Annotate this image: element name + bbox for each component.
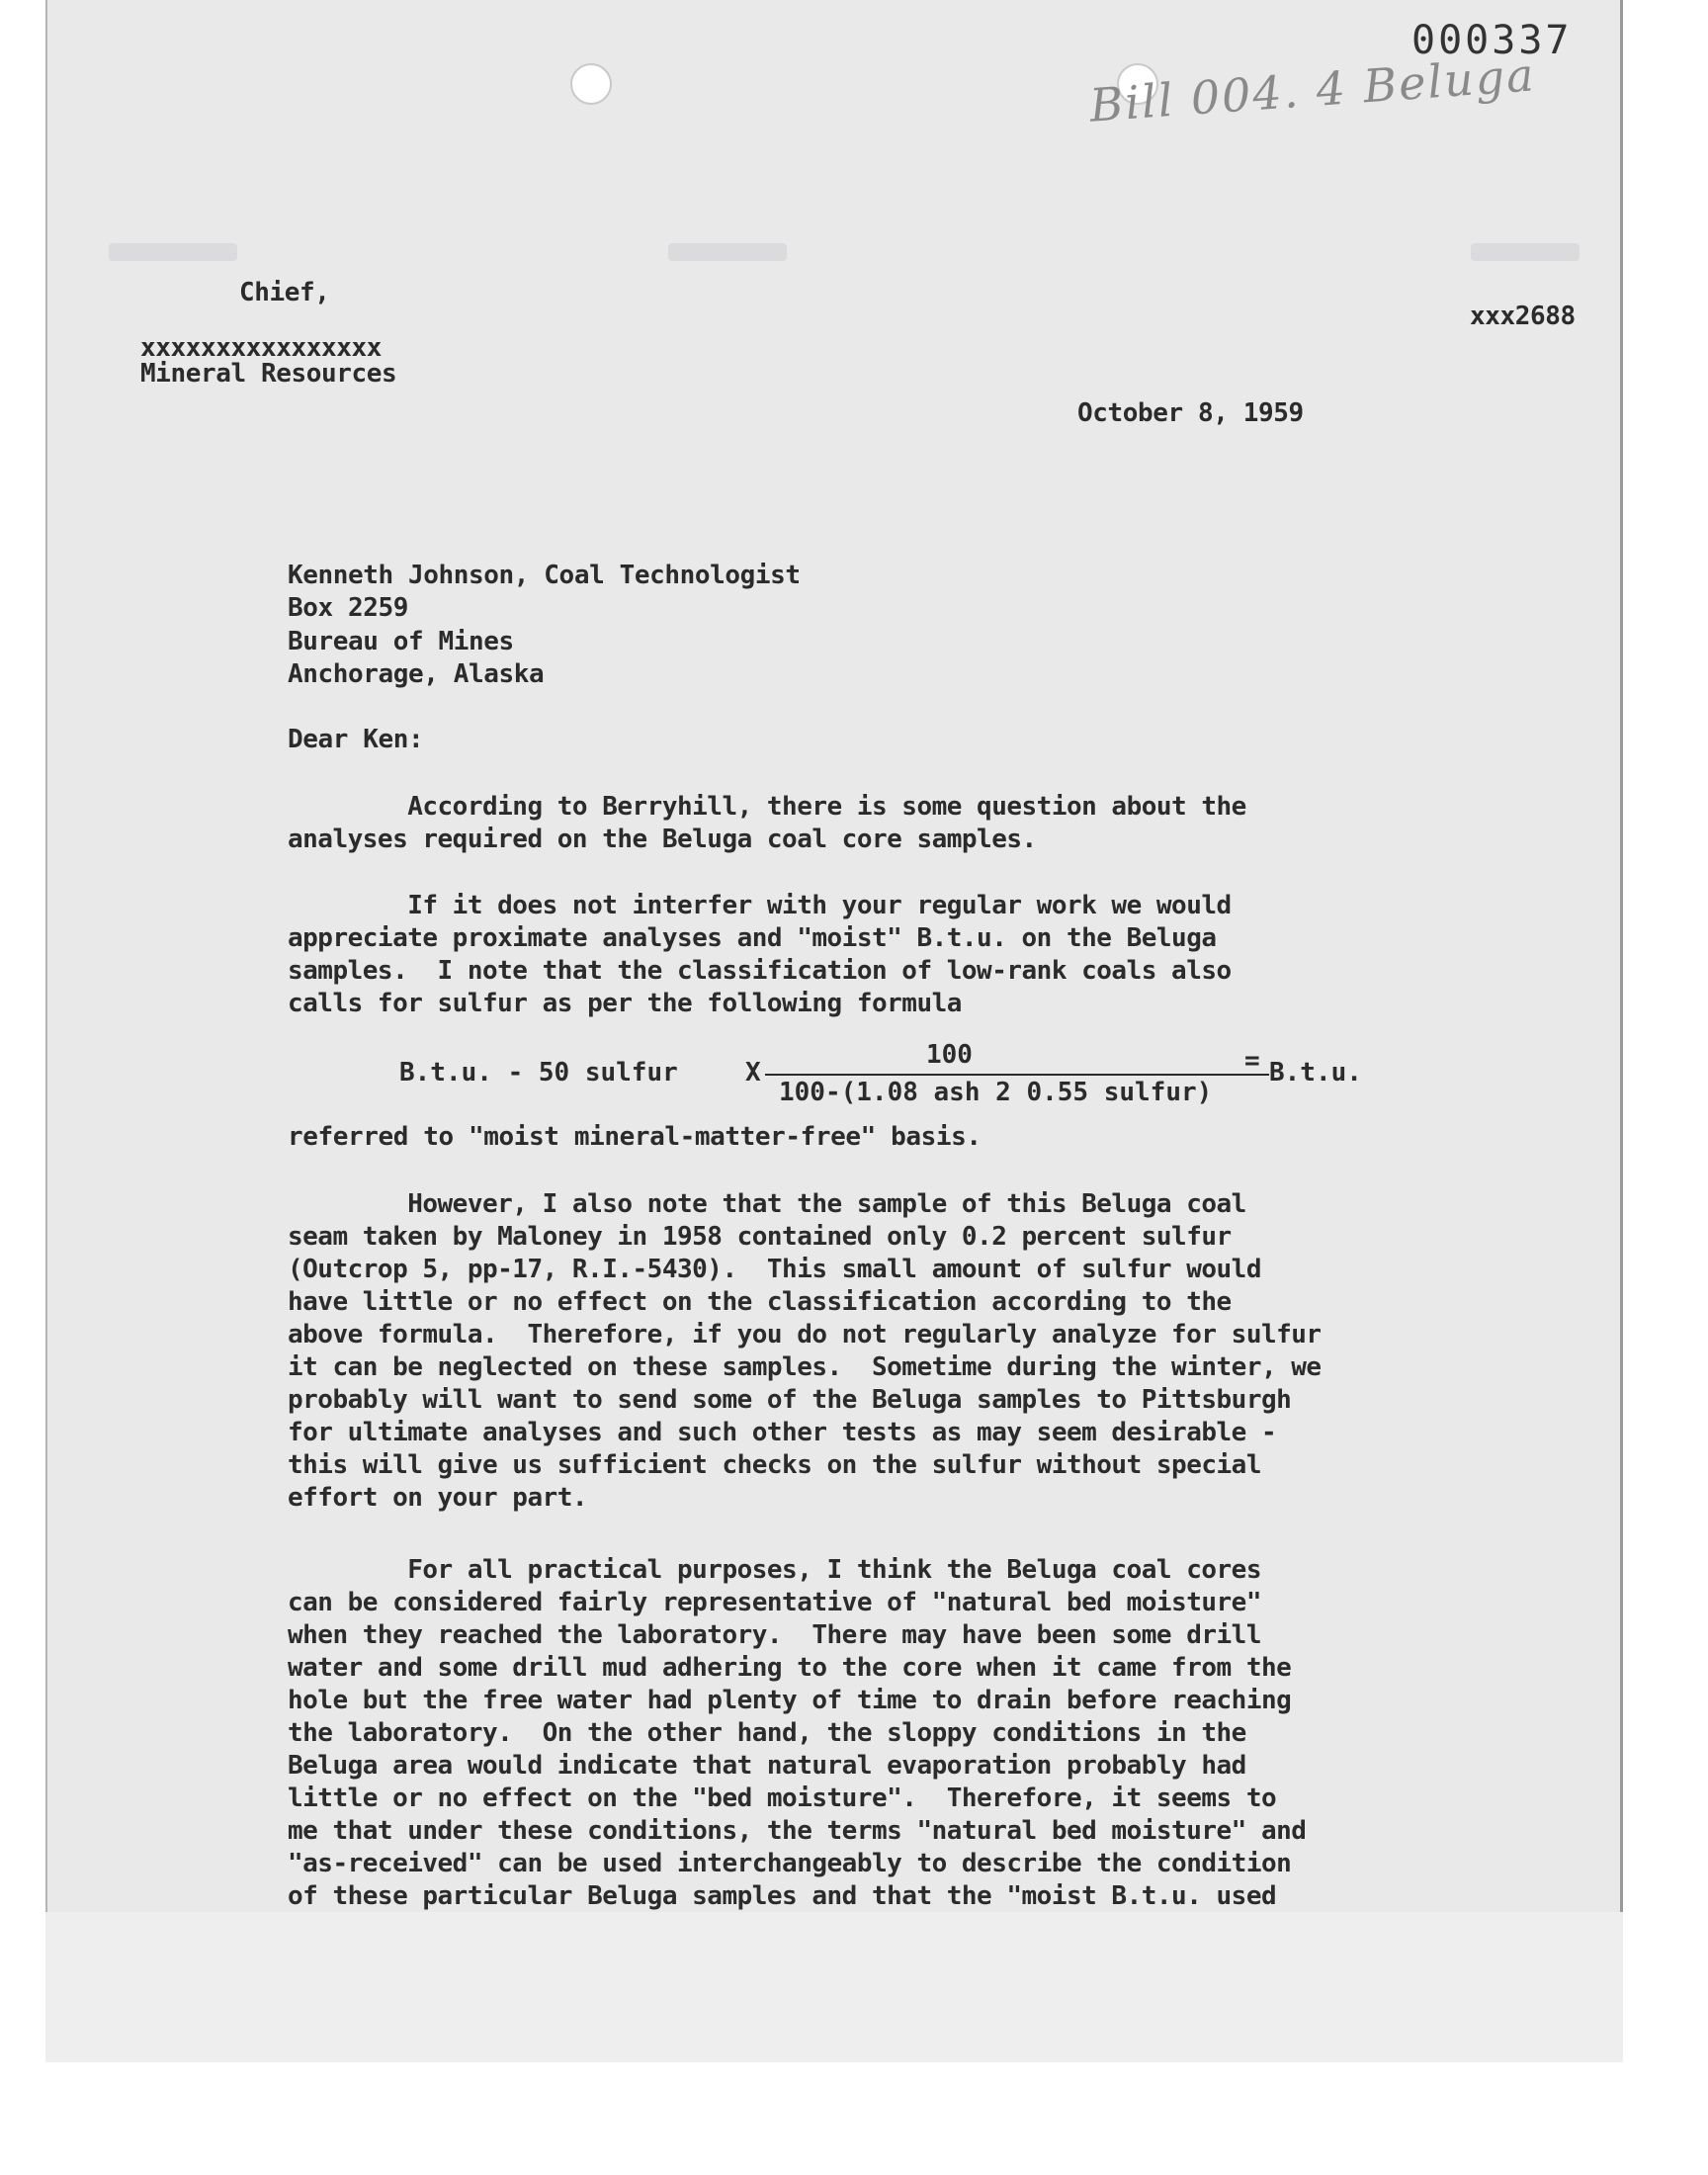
text-line: have little or no effect on the classification according to the	[288, 1287, 1232, 1317]
text-line: the laboratory. On the other hand, the sloppy conditions in the	[288, 1718, 1246, 1748]
paragraph-1	[288, 791, 1434, 856]
text-line: above formula. Therefore, if you do not regularly analyze for sulfur	[288, 1320, 1322, 1349]
recipient-organization: Bureau of Mines	[288, 627, 514, 656]
faded-mark	[1471, 243, 1580, 261]
text-line: According to Berryhill, there is some question about the	[288, 792, 1246, 822]
text-line: me that under these conditions, the terms "natural bed moisture" and	[288, 1816, 1307, 1846]
text-line: for ultimate analyses and such other tests as may seem desirable -	[288, 1418, 1277, 1447]
formula-equals: =	[1244, 1046, 1260, 1076]
file-code: xxx2688	[1470, 302, 1576, 331]
salutation: Dear Ken:	[288, 725, 424, 754]
paragraph-2	[288, 890, 1434, 1020]
formula-numerator: 100	[926, 1040, 973, 1070]
sender-title: Chief,	[239, 278, 330, 307]
text-line: However, I also note that the sample of this Beluga coal	[288, 1189, 1246, 1219]
punch-hole	[570, 63, 612, 105]
text-line: (Outcrop 5, pp-17, R.I.-5430). This small amount of sulfur would	[288, 1255, 1261, 1284]
faded-mark	[668, 243, 787, 261]
formula-left: B.t.u. - 50 sulfur	[399, 1058, 678, 1088]
text-line: seam taken by Maloney in 1958 contained only 0.2 percent sulfur	[288, 1222, 1232, 1252]
document-number: 000337	[1411, 18, 1573, 63]
sender-division: Mineral Resources	[140, 359, 397, 389]
text-line: little or no effect on the "bed moisture". Therefore, it seems to	[288, 1784, 1277, 1813]
text-line: when they reached the laboratory. There may have been some drill	[288, 1620, 1261, 1650]
text-line: "as-received" can be used interchangeably to describe the condition	[288, 1849, 1292, 1878]
formula-multiply: X	[745, 1058, 761, 1088]
text-line: calls for sulfur as per the following formula	[288, 989, 962, 1018]
text-line: samples. I note that the classification of low-rank coals also	[288, 956, 1232, 986]
text-line: can be considered fairly representative of "natural bed moisture"	[288, 1588, 1261, 1617]
text-line: appreciate proximate analyses and "moist" B.t.u. on the Beluga	[288, 923, 1217, 953]
letter-date: October 8, 1959	[1077, 398, 1304, 428]
text-line: For all practical purposes, I think the Beluga coal cores	[288, 1555, 1261, 1585]
recipient-box: Box 2259	[288, 593, 409, 623]
handwritten-note: Bill 004. 4 Beluga	[1087, 47, 1538, 132]
paragraph-3	[288, 1188, 1434, 1515]
formula-note: referred to "moist mineral-matter-free" basis.	[288, 1122, 982, 1152]
recipient-city: Anchorage, Alaska	[288, 659, 545, 689]
sulfur-formula	[399, 1040, 1398, 1119]
formula-right: B.t.u.	[1269, 1058, 1362, 1088]
text-line: Beluga area would indicate that natural evaporation probably had	[288, 1751, 1246, 1781]
text-line: If it does not interfer with your regular work we would	[288, 891, 1232, 920]
text-line: analyses required on the Beluga coal core samples.	[288, 825, 1037, 854]
text-line: this will give us sufficient checks on the sulfur without special	[288, 1450, 1261, 1480]
text-line: hole but the free water had plenty of time to drain before reaching	[288, 1686, 1292, 1715]
recipient-name: Kenneth Johnson, Coal Technologist	[288, 561, 801, 590]
text-line: water and some drill mud adhering to the core when it came from the	[288, 1653, 1292, 1683]
fraction-bar	[765, 1074, 1269, 1076]
formula-denominator: 100-(1.08 ash 2 0.55 sulfur)	[779, 1078, 1213, 1107]
faded-mark	[109, 243, 237, 261]
text-line: effort on your part.	[288, 1483, 588, 1513]
text-line: of these particular Beluga samples and that the "moist B.t.u. used	[288, 1881, 1277, 1911]
page-bottom-strip	[45, 1912, 1623, 2062]
text-line: probably will want to send some of the Beluga samples to Pittsburgh	[288, 1385, 1292, 1415]
struck-out-text: xxxxxxxxxxxxxxxx	[140, 333, 383, 363]
text-line: it can be neglected on these samples. Sometime during the winter, we	[288, 1352, 1322, 1382]
paragraph-4	[288, 1554, 1434, 1913]
